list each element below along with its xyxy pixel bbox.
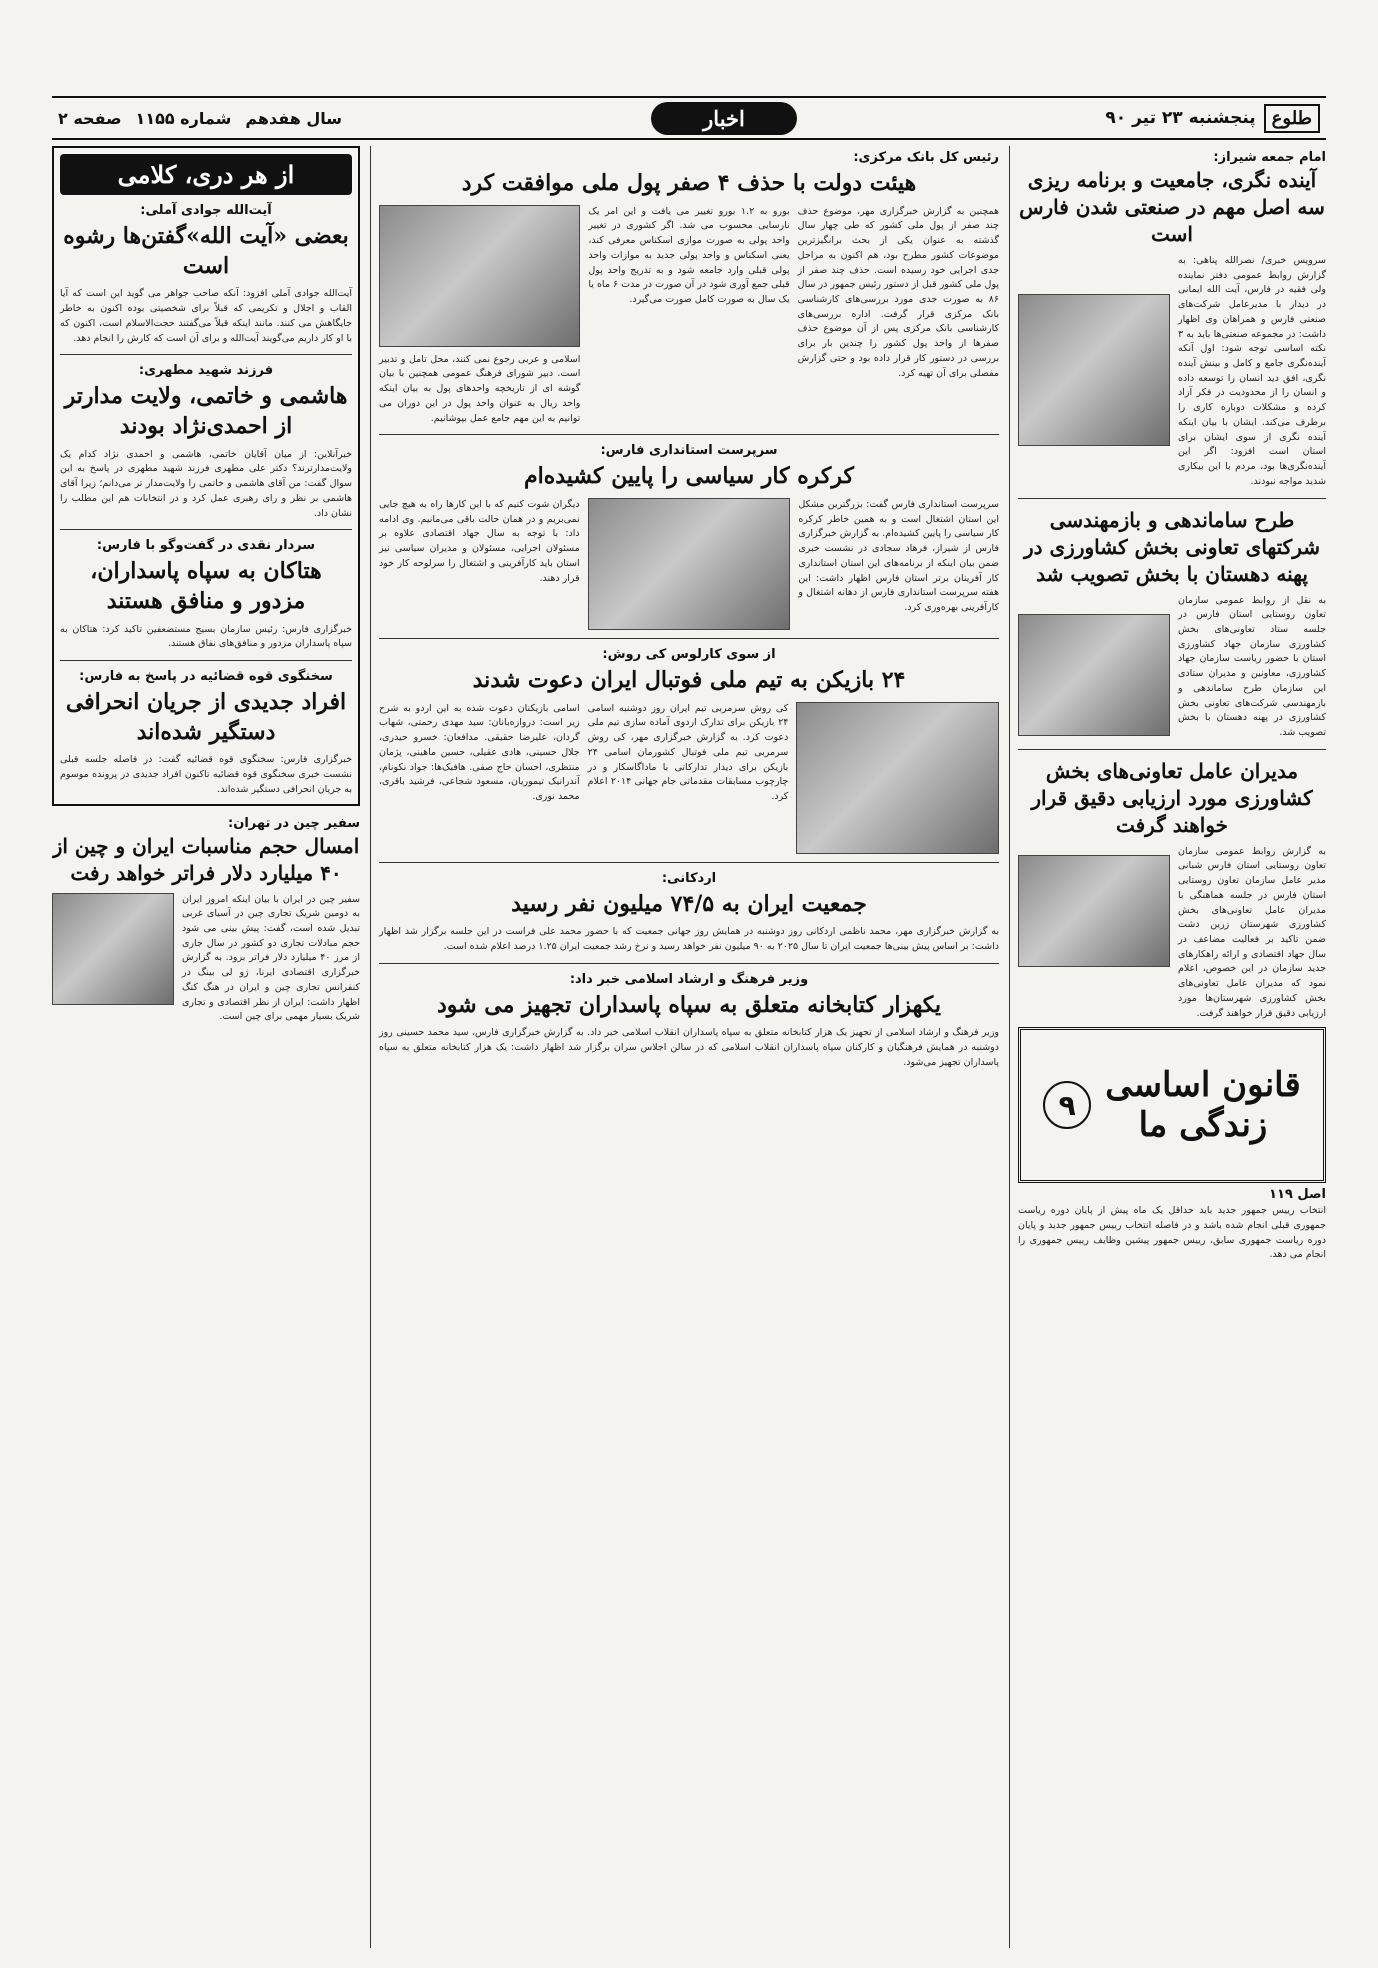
article-title: کرکره کار سیاسی را پایین کشیده‌ام	[523, 463, 854, 490]
article-body: وزیر فرهنگ و ارشاد اسلامی از تجهیز یک هزار کتابخانه متعلق به سپاه پاسداران انقلاب اسلامی خبر داد. به گزارش خبرگزاری فارس، سید محمد حسینی روز دوشنبه در همایش فرهنگیان و کارکنان سپاه پاسداران انقلاب اسلامی که در سالن اجلاس سران برگزار شد اظهار داشت: یک هزار کتابخانه متعلق به سپاه پاسداران تجهیز می‌شود.	[379, 1027, 999, 1068]
issue-number: شماره ۱۱۵۵	[135, 108, 232, 128]
masthead-left	[52, 109, 418, 128]
article-photo	[1018, 614, 1170, 736]
article-title: ۲۴ بازیکن به تیم ملی فوتبال ایران دعوت شدند	[472, 666, 906, 693]
article-title: افراد جدیدی از جریان انحرافی دستگیر شده‌اند	[65, 689, 347, 745]
article-kicker: آیت‌الله جوادی آملی:	[140, 203, 272, 218]
opinion-box	[52, 146, 360, 806]
article-kicker: سرپرست استانداری فارس:	[600, 443, 778, 459]
article-photo	[52, 893, 174, 1005]
article-body: آیت‌الله جوادی آملی افزود: آنکه صاحب جواهر می گوید این است که آیا القاب و اجلال و تکریمی که قبلاً برای شخصیتی بوده اکنون به خاطر جایگاهش می کنند. مانند اینکه قبلاً می‌گفتند حجت‌الاسلام است، اکنون که با او کار داریم می‌گویند آیت‌الله و برای آن است که کارش را انجام دهد.	[60, 288, 352, 344]
article-body: به گزارش خبرگزاری مهر، محمد ناظمی اردکانی روز دوشنبه در همایش روز جهانی جمعیت که با حضور محمد علی فراست در این جلسه برگزار شد اظهار داشت: بر اساس پیش بینی‌ها جمعیت ایران تا سال ۲۰۲۵ به ۹۰ میلیون نفر خواهد رسید و نرخ رشد جمعیت ایران ۱.۲۵ درصد اعلام شده است.	[379, 926, 999, 953]
article-title: هتاکان به سپاه پاسداران، مزدور و منافق هستند	[90, 558, 322, 614]
left-column	[52, 146, 360, 1948]
article-title: مدیران عامل تعاونی‌های بخش کشاورزی مورد ارزیابی دقیق قرار خواهند گرفت	[1031, 758, 1313, 837]
section-label: اخبار	[651, 102, 797, 135]
article-title: آینده نگری، جامعیت و برنامه ریزی سه اصل مهم در صنعتی شدن فارس است	[1019, 168, 1325, 246]
article-title: یکهزار کتابخانه متعلق به سپاه پاسداران تجهیز می شود	[437, 991, 941, 1018]
article-kicker: سردار نقدی در گفت‌وگو با فارس:	[96, 538, 316, 554]
article-body: کی روش سرمربی تیم ایران روز دوشنبه اسامی ۲۴ بازیکن برای تدارک اردوی آماده سازی تیم ملی دعوت کرد. به گزارش خبرگزاری مهر، کی روش سرمربی تیم ملی فوتبال کشورمان اسامی ۲۴ بازیکن برای دیدار تدارکاتی با ماداگاسکار و در چارچوب مسابقات مقدماتی جام جهانی ۲۰۱۴ اعلام کرد.	[587, 702, 789, 802]
article-body: خبرگزاری فارس: رئیس سازمان بسیج مستضعفین تاکید کرد: هتاکان به سپاه پاسداران مزدور و منافق‌های نفاق هستند.	[60, 623, 352, 650]
constitution-number: ۹	[1043, 1081, 1091, 1129]
constitution-article: اصل ۱۱۹	[1269, 1187, 1326, 1203]
article-title: جمعیت ایران به ۷۴/۵ میلیون نفر رسید	[511, 890, 867, 917]
constitution-subtitle: زندگی ما	[1138, 1105, 1268, 1146]
article-body: بورو به ۱.۲ بورو تغییر می یافت و این امر یک نارسایی محسوب می شد. اگر کشوری در تغییر واحد پولی به صورت موازی اسکناس معرفی کند، یعنی اسکناس و واحد پولی جدید به موازات واحد پولی قبلی وارد جامعه شود و به تدریج واحد پول قبلی جمع آوری شود در آن صورت در مدت ۶ ماه یا یک سال به صورت کامل صورت می‌گیرد.	[588, 205, 790, 305]
constitution-title: قانون اساسی	[1105, 1064, 1301, 1105]
article-kicker: سفیر چین در تهران:	[228, 815, 360, 831]
article-body: به نقل از روابط عمومی سازمان تعاون روستایی استان فارس در جلسه ستاد تعاونی‌های بخش کشاورزی سازمان جهاد کشاورزی استان با حضور ریاست سازمان جهاد کشاورزی، معاونین و مدیران ستادی این سازمان طرح ساماندهی و بازمهندسی شرکت‌های تعاونی بخش کشاورزی در پهنه دهستان با بخش تصویب شد.	[1178, 594, 1326, 738]
article-photo	[1018, 294, 1170, 446]
article-body: دیگران شوت کنیم که با این کارها راه به هیچ جایی نمی‌بریم و در همان حالت باقی می‌مانیم. وی ادامه داد: با توجه به سال جهاد اقتصادی علاوه بر مسئولان اجرایی، مسئولان و مدیران سیاسی نیز استان باید کارآفرینی و اشتغال را سرلوحه کار خود قرار دهند.	[378, 498, 580, 584]
article-photo	[379, 205, 580, 347]
article-kicker: اردکانی:	[661, 870, 717, 886]
article-body: اسلامی و عربی رجوع نمی کنند، محل تامل و تدبیر است. دبیر شورای فرهنگ عمومی همچنین با بیان گوشه ای از تاریخچه واحدهای پول به بیان اینکه واحد ریال به عنوان واحد پول در این دوران می توانیم به این مهم جامع عمل بپوشانیم.	[379, 353, 581, 424]
article-kicker: سخنگوی قوه قضائیه در پاسخ به فارس:	[79, 669, 333, 685]
article-kicker: رئیس کل بانک مرکزی:	[853, 150, 999, 165]
article-body: خبرگزاری فارس: سخنگوی قوه قضائیه گفت: در فاصله جلسه قبلی نشست خبری سخنگوی قوه قضائیه تاکنون افراد جدیدی در پرونده موسوم به جریان انحرافی دستگیر شده‌اند.	[60, 754, 352, 795]
article-photo	[1018, 855, 1170, 967]
year-label: سال هفدهم	[245, 108, 342, 128]
article-kicker: از سوی کارلوس کی روش:	[602, 646, 776, 662]
article-kicker: امام جمعه شیراز:	[1213, 150, 1326, 165]
constitution-body: انتخاب رییس جمهور جدید باید حداقل یک ماه پیش از پایان دوره ریاست جمهوری قبلی انجام شده باشد و در فاصله انتخاب رییس جمهور جدید و پایان دوره ریاست جمهوری سابق، رییس جمهور پیشین وظایف رییس جمهوری را انجام می دهد.	[1018, 1205, 1326, 1261]
article-body: سرویس خبری/ نصرالله پناهی: به گزارش روابط عمومی دفتر نماینده ولی فقیه در فارس، آیت الله ایمانی در دیدار با مدیرعامل شرکت‌های صنعتی فارس و همراهان وی اظهار داشت: در مجموعه صنعتی‌ها باید به ۳ نکته اساسی توجه شود: اول آنکه آینده‌نگری جامع و کامل و بینش آینده نگری، افق دید انسان را توسعه داده و انسان را از محدودیت در فکر آزاد کرده و مشکلات دوباره کاری را برطرف می‌کند. ایشان با بیان اینکه آینده نگری از سوی ایشان برای استان است افزود: اگر این آینده‌نگری‌ها بود، مردم با این بیکاری شدید مواجه نبودند.	[1178, 255, 1326, 487]
page-number: صفحه ۲	[58, 108, 122, 128]
article-body: به گزارش روابط عمومی سازمان تعاون روستایی استان فارس شبانی مدیر عامل سازمان تعاون روستایی استان فارس در جلسه هماهنگی با مدیران عامل تعاونی‌های بخش کشاورزی شهرستان زرین دشت ضمن تاکید بر فعالیت مضاعف در سال جهاد اقتصادی و ارائه راهکارهای جدید سازمان در این خصوص، اعلام نمود که مدیران عامل تعاونی‌های بخش کشاورزی شهرستان‌ها مورد ارزیابی دقیق قرار خواهند گرفت.	[1178, 845, 1326, 1019]
middle-column	[370, 146, 999, 1948]
article-body: سفیر چین در ایران با بیان اینکه امروز ایران به دومین شریک تجاری چین در آسیای غربی تبدیل شده است، گفت: پیش بینی می شود حجم مبادلات تجاری دو کشور در سال جاری از مرز ۴۰ میلیارد دلار فراتر برود. به گزارش خبرگزاری اقتصادی ایرنا، ژو لی بینگ در کنفرانس تجاری چین و ایران در هنگ کنگ اظهار داشت: ایران از نظر اقتصادی و تجاری شریک بسیار مهمی برای چین است.	[182, 893, 360, 1023]
article-title: هیئت دولت با حذف ۴ صفر پول ملی موافقت کرد	[461, 170, 917, 196]
article-photo	[588, 498, 791, 630]
masthead-center	[418, 102, 1030, 135]
article-title: طرح ساماندهی و بازمهندسی شرکتهای تعاونی بخش کشاورزی در پهنه دهستان با بخش تصویب شد	[1024, 507, 1320, 586]
article-body: سرپرست استانداری فارس گفت: بزرگترین مشکل این استان اشتغال است و به همین خاطر کرکره کار سیاسی را پایین کشیده‌ام. به گزارش خبرگزاری فارس از شیراز، فرهاد سجادی در نشست خبری ضمن بیان اینکه از برنامه‌های این استان استانداری کار آفرینان برتر استان فارس اظهار داشت: این هفته سرپرست استانداری فارس از دهانه اشتغال و کارآفرینی بهره‌وری کرد.	[798, 498, 999, 613]
masthead-right	[1030, 104, 1326, 133]
article-kicker: وزیر فرهنگ و ارشاد اسلامی خبر داد:	[569, 971, 809, 987]
right-column	[1009, 146, 1326, 1948]
article-kicker: فرزند شهید مطهری:	[138, 363, 274, 379]
article-title: بعضی «آیت الله»گفتن‌ها رشوه است	[63, 223, 349, 279]
newspaper-logo: طلوع	[1264, 104, 1320, 133]
article-body: خبرآنلاین: از میان آقایان خاتمی، هاشمی و احمدی نژاد کدام یک ولایت‌مدار‌ترند؟ دکتر علی مطهری فرزند شهید مطهری در پاسخ به این سوال گفت: من آقای هاشمی و خاتمی را ولایت‌مدار تر می‌دانم؛ زیرا آقای هاشمی بر نظر و رای رهبری عمل کرد و در انتخابات هم این مطلب را نشان داد.	[60, 448, 352, 519]
issue-date: پنجشنبه ۲۳ تیر ۹۰	[1105, 108, 1256, 128]
article-body: اسامی بازیکنان دعوت شده به این اردو به شرح زیر است: دروازه‌بانان: سید مهدی رحمتی، شهاب گردان، علیرضا حقیقی. مدافعان: خسرو حیدری، جلال حسینی، هادی عقیلی، حسین ماهینی، پژمان منتظری، احسان حاج صفی. هافبک‌ها: جواد نکونام، آندرانیک تیموریان، مسعود شجاعی، فرشید باقری، محمد نوری.	[378, 702, 580, 802]
article-body: همچنین به گزارش خبرگزاری مهر، موضوع حذف چند صفر از پول ملی کشور که طی چهار سال گذشته به عنوان یکی از بحث برانگیزترین موضوعات کشور مطرح بود، هم اکنون به مراحل جدی اجرایی خود رسیده است. حذف چند صفر از پول ملی کشور قبل از دستور رئیس جمهور در سال ۸۶ به صورت جدی مورد بررسی‌های کارشناسی بانک مرکزی قرار گرفت. اداره بررسی‌های کارشناسی بانک مرکزی پس از آن موضوع حذف صفرها از واحد پول کشور را چندین بار برای بررسی در دستور کار قرار داده بود و حتی گزارش مفصلی برای آن تهیه کرد.	[797, 205, 999, 379]
constitution-box	[1018, 1027, 1326, 1183]
article-photo	[796, 702, 999, 854]
article-title: امسال حجم مناسبات ایران و چین از ۴۰ میلیارد دلار فراتر خواهد رفت	[52, 833, 360, 885]
masthead	[52, 96, 1326, 140]
columns	[52, 146, 1326, 1948]
article-title: هاشمی و خاتمی، ولایت مدارتر از احمدی‌نژاد بودند	[64, 383, 348, 439]
section-banner: از هر دری، کلامی	[60, 154, 352, 195]
